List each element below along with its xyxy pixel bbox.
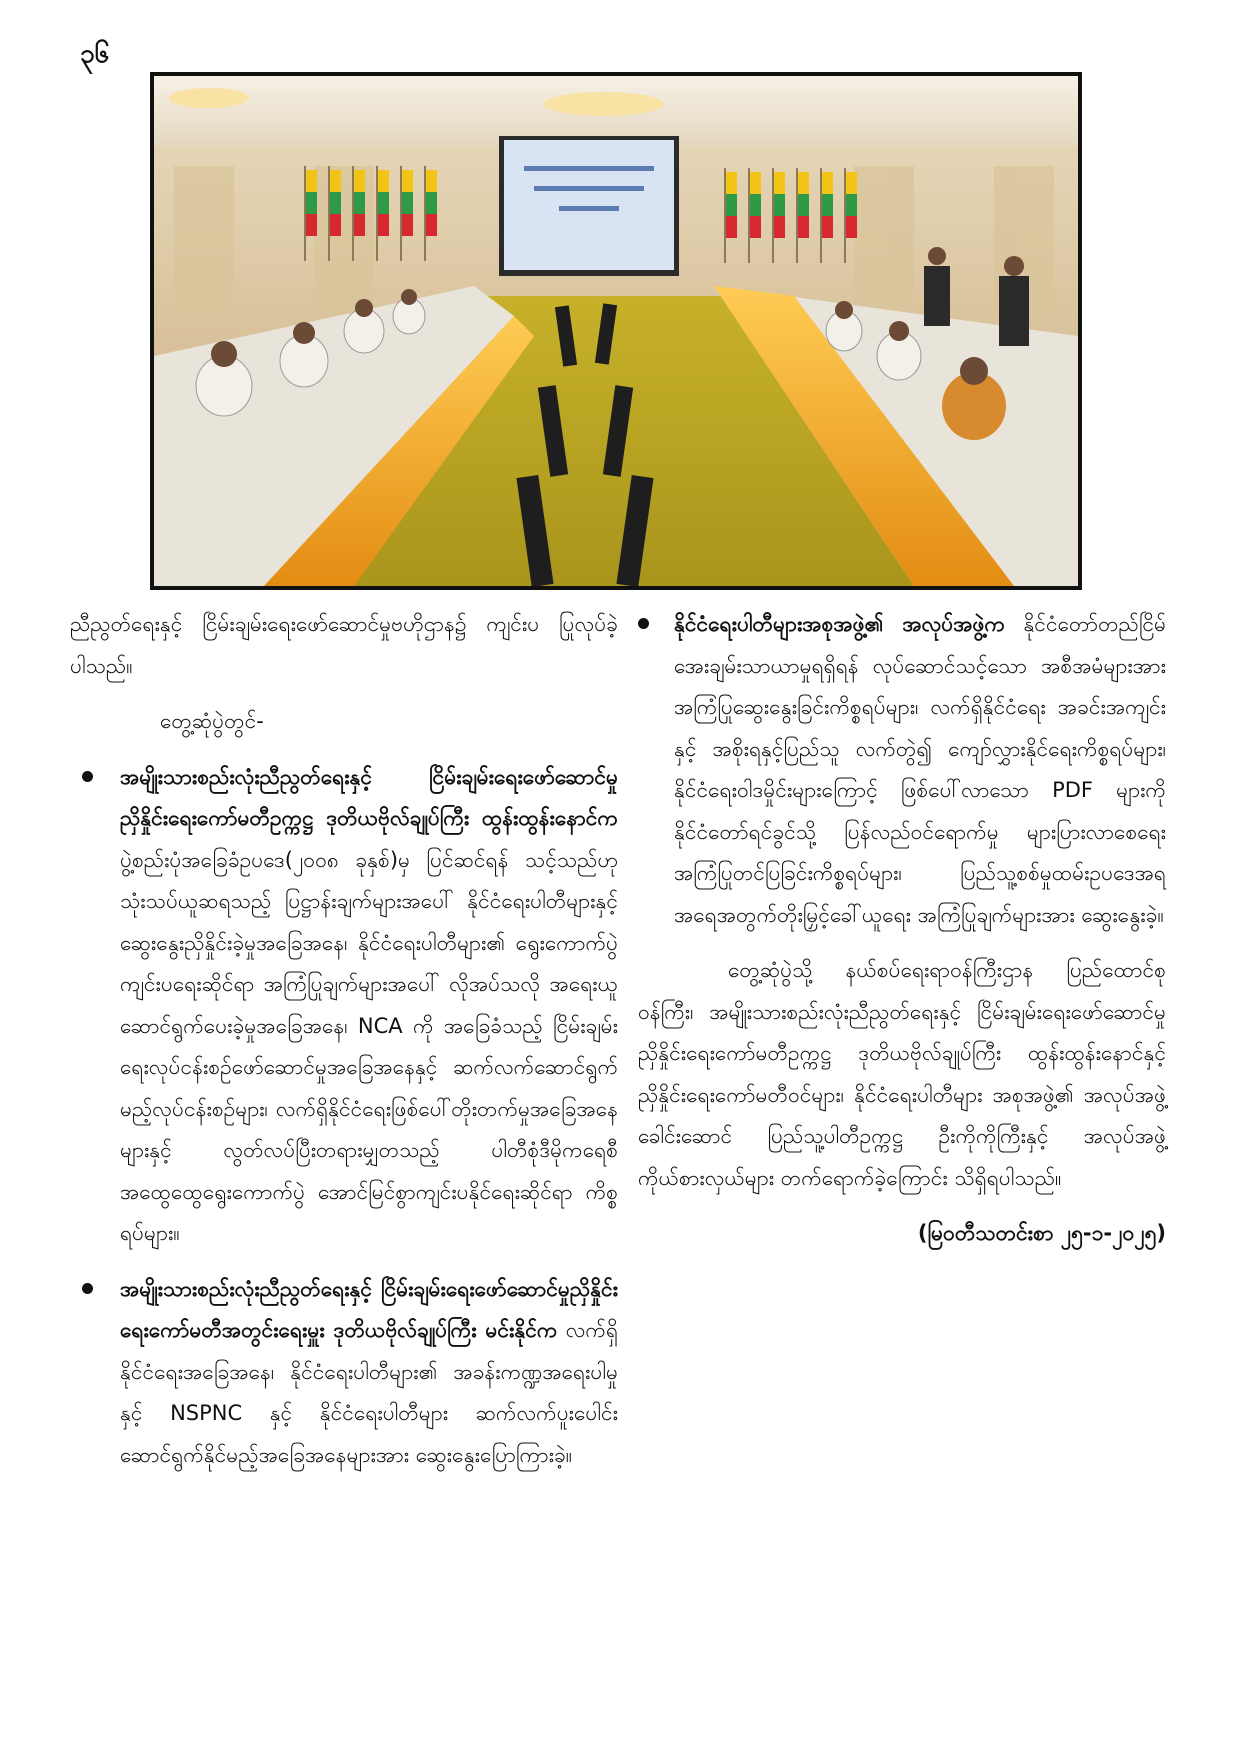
bullet-text: လက်ရှိနိုင်ငံရေးအခြေအနေ၊ နိုင်ငံရေးပါတီများ၏ အခန်းကဏ္ဍအရေးပါမှုနှင့် NSPNC နှင့် နိုင်ငံရေးပါတီများ ဆက်လက်ပူးပေါင်းဆောင်ရွက်နိုင်မည့်အခြေအနေများအား ဆွေးနွေးပြောကြားခဲ့။ (120, 1318, 618, 1467)
meeting-intro: တွေ့ဆုံပွဲတွင်- (160, 709, 264, 733)
bullet-speaker: အမျိုးသားစည်းလုံးညီညွတ်ရေးနှင့် ငြိမ်းချမ်းရေးဖော်ဆောင်မှု ညှိနှိုင်းရေးကော်မတီဥက္ကဋ္ဌ ဒုတိယဗိုလ်ချုပ်ကြီး ထွန်းထွန်းနောင်က (120, 764, 618, 830)
intro-paragraph: ညီညွတ်ရေးနှင့် ငြိမ်းချမ်းရေးဖော်ဆောင်မှုဗဟိုဌာန၌ ကျင်းပ ပြုလုပ်ခဲ့ပါသည်။ (70, 612, 618, 678)
left-column (70, 604, 618, 1490)
bullet-text: ပွဲ့စည်းပုံအခြေခံဥပဒေ(၂၀၀၈ ခုနှစ်)မှ ပြင်ဆင်ရန် သင့်သည်ဟု သုံးသပ်ယူဆရသည့် ပြဋ္ဌာန်းချက်များအပေါ် နိုင်ငံရေးပါတီများနှင့် ဆွေးနွေးညှိနှိုင်းခဲ့မှုအခြေအနေ၊ နိုင်ငံရေးပါတီများ၏ ရွေးကောက်ပွဲကျင်းပရေးဆိုင်ရာ အကြံပြုချက်များအပေါ် လိုအပ်သလို အရေးယူဆောင်ရွက်ပေးခဲ့မှုအခြေအနေ၊ NCA ကို အခြေခံသည့် ငြိမ်းချမ်းရေးလုပ်ငန်းစဉ်ဖော်ဆောင်မှုအခြေအနေနှင့် ဆက်လက်ဆောင်ရွက်မည့်လုပ်ငန်းစဉ်များ၊ လက်ရှိနိုင်ငံရေးဖြစ်ပေါ်တိုးတက်မှုအခြေအနေများနှင့် လွတ်လပ်ပြီးတရားမျှတသည့် ပါတီစုံဒီမိုကရေစီအထွေထွေရွေးကောက်ပွဲ အောင်မြင်စွာကျင်းပနိုင်ရေးဆိုင်ရာ ကိစ္စရပ်များ။ (120, 847, 618, 1245)
right-column (638, 604, 1166, 1269)
attendees-paragraph: တွေ့ဆုံပွဲသို့ နယ်စပ်ရေးရာဝန်ကြီးဌာန ပြည်ထောင်စုဝန်ကြီး၊ အမျိုးသားစည်းလုံးညီညွတ်ရေးနှင့် ငြိမ်းချမ်းရေးဖော်ဆောင်မှု ညှိနှိုင်းရေးကော်မတီဥက္ကဋ္ဌ ဒုတိယဗိုလ်ချုပ်ကြီး ထွန်းထွန်းနောင်နှင့် ညှိနှိုင်းရေးကော်မတီဝင်များ၊ နိုင်ငံရေးပါတီများ အစုအဖွဲ့၏ အလုပ်အဖွဲ့ခေါင်းဆောင် ပြည်သူ့ပါတီဥက္ကဋ္ဌ ဦးကိုကိုကြီးနှင့် အလုပ်အဖွဲ့ကိုယ်စားလှယ်များ တက်ရောက်ခဲ့ကြောင်း သိရှိရပါသည်။ (638, 958, 1166, 1190)
bullet-text: နိုင်ငံတော်တည်ငြိမ်အေးချမ်းသာယာမှုရရှိရန် လုပ်ဆောင်သင့်သော အစီအမံများအား အကြံပြုဆွေးနွေးခြင်းကိစ္စရပ်များ၊ လက်ရှိနိုင်ငံရေး အခင်းအကျင်းနှင့် အစိုးရနှင့်ပြည်သူ လက်တွဲ၍ ကျော်လွှားနိုင်ရေးကိစ္စရပ်များ၊ နိုင်ငံရေးဝါဒမှိုင်းများကြောင့် ဖြစ်ပေါ်လာသော PDF များကို နိုင်ငံတော်ရင်ခွင်သို့ ပြန်လည်ဝင်ရောက်မှု များပြားလာစေရေး အကြံပြုတင်ပြခြင်းကိစ္စရပ်များ၊ ပြည်သူ့စစ်မှုထမ်းဥပဒေအရ အရေအတွက်တိုးမြှင့်ခေါ်ယူရေး အကြံပြုချက်များအား ဆွေးနွေးခဲ့။ (674, 612, 1166, 927)
page-number: ၃၆ (80, 39, 110, 69)
bullet-dot (82, 1283, 93, 1294)
bullet-speaker: နိုင်ငံရေးပါတီများအစုအဖွဲ့၏ အလုပ်အဖွဲ့က (674, 612, 1006, 636)
bullet-item (638, 604, 1166, 936)
bullet-item (70, 1269, 618, 1477)
meeting-photo (150, 72, 1082, 590)
bullet-dot (638, 618, 649, 629)
bullet-speaker: အမျိုးသားစည်းလုံးညီညွတ်ရေးနှင့် ငြိမ်းချမ်းရေးဖော်ဆောင်မှုညှိနှိုင်းရေးကော်မတီအတွင်းရေးမှူး ဒုတိယဗိုလ်ချုပ်ကြီး မင်းနိုင်က (120, 1276, 618, 1342)
bullet-item (70, 757, 618, 1255)
news-source: (မြဝတီသတင်းစာ ၂၅-၁-၂၀၂၅) (917, 1221, 1166, 1245)
bullet-dot (82, 771, 93, 782)
